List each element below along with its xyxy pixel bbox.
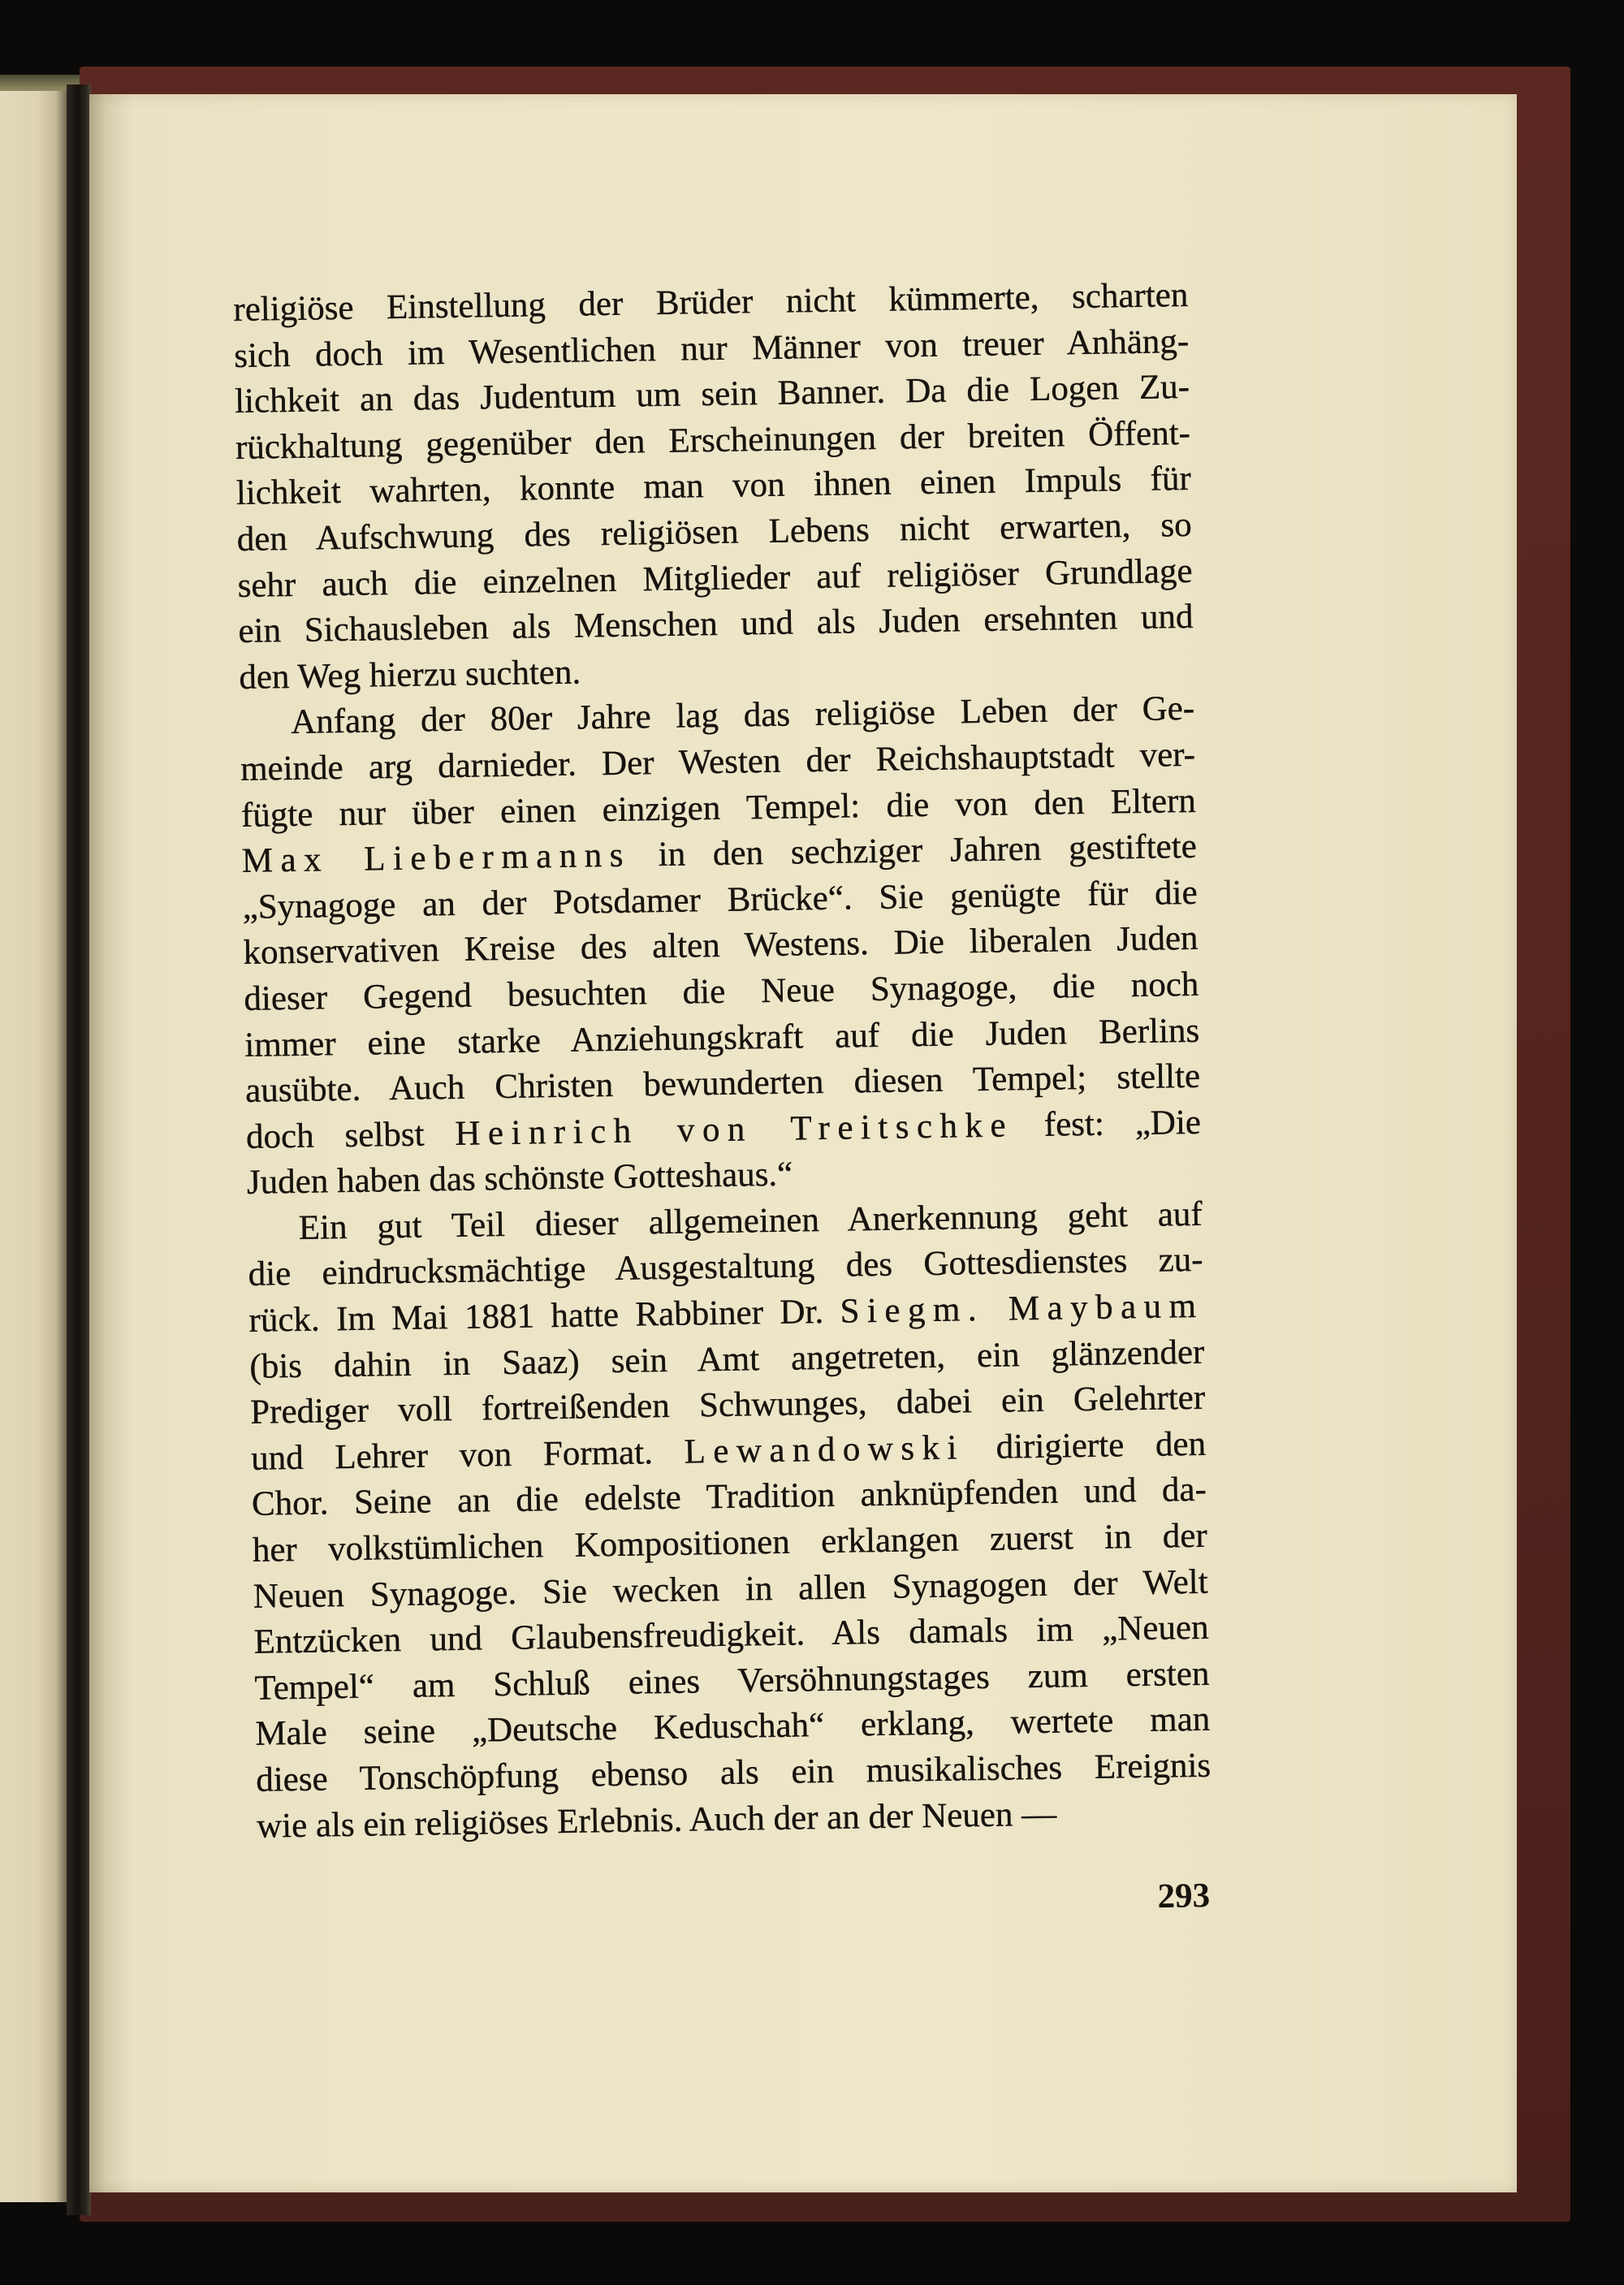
text-segment: doch selbst <box>245 1114 456 1156</box>
text-line: Prediger voll fortreißenden Schwunges, dabei ein Gelehrter <box>249 1379 1206 1432</box>
paragraph <box>240 686 1202 1207</box>
text-line: Neuen Synagoge. Sie wecken in allen Synagogen der Welt <box>253 1562 1208 1616</box>
text-line: Ein gut Teil dieser allgemeinen Anerkennung geht auf <box>298 1194 1203 1247</box>
text-line: Chor. Seine an die edelste Tradition anknüpfenden und da- <box>251 1471 1207 1524</box>
text-line: ausübte. Auch Christen bewunderten diesen Tempel; stellte <box>244 1056 1201 1110</box>
text-line: wie als ein religiöses Erlebnis. Auch der an der Neuen — <box>256 1795 1057 1846</box>
text-line: fügte nur über einen einzigen Tempel: die von den Eltern <box>240 781 1197 835</box>
text-line: „Synagoge an der Potsdamer Brücke“. Sie genügte für die <box>242 873 1198 927</box>
text-line: den Weg hierzu suchten. <box>239 653 581 697</box>
text-line: lichkeit wahrten, konnte man von ihnen einen Impuls für <box>235 460 1192 513</box>
text-line: ein Sichausleben als Menschen und als Juden ersehnten und <box>238 598 1194 651</box>
body-text <box>233 273 1212 1850</box>
spaced-name: Heinrich von Treitschke <box>455 1106 1014 1153</box>
text-line: Male seine „Deutsche Keduschah“ erklang, wertete man <box>255 1700 1211 1754</box>
facing-page-edge <box>0 91 68 2202</box>
text-segment: dirigierte den <box>964 1424 1207 1467</box>
text-segment: in den sechziger Jahren gestiftete <box>630 827 1198 875</box>
text-line: Anfang der 80er Jahre lag das religiöse Leben der Ge- <box>290 689 1195 742</box>
page-number: 293 <box>1157 1877 1211 1916</box>
text-line: die eindrucksmächtige Ausgestaltung des Gottesdienstes zu- <box>248 1241 1203 1294</box>
paragraph <box>247 1192 1212 1850</box>
spaced-name: Siegm. Maybaum <box>840 1286 1204 1331</box>
text-segment: rück. Im Mai 1881 hatte Rabbiner Dr. <box>248 1292 840 1340</box>
text-segment: fest: „Die <box>1013 1103 1202 1145</box>
book-page <box>89 94 1517 2192</box>
paragraph <box>233 273 1194 701</box>
text-line: konservativen Kreise des alten Westens. Die liberalen Juden <box>243 919 1199 973</box>
text-segment: und Lehrer von Format. <box>250 1432 685 1478</box>
text-line: dieser Gegend besuchten die Neue Synagoge, die noch <box>244 965 1199 1018</box>
text-line: her volkstümlichen Kompositionen erklangen zuerst in der <box>252 1516 1208 1570</box>
text-line: sehr auch die einzelnen Mitglieder auf religiöser Grundlage <box>237 551 1193 605</box>
text-line: meinde arg darnieder. Der Westen der Reichshauptstadt ver- <box>240 735 1196 788</box>
text-line: lichkeit an das Judentum um sein Banner. Da die Logen Zu- <box>234 368 1190 421</box>
text-line: sich doch im Wesentlichen nur Männer von treuer Anhäng- <box>233 322 1190 375</box>
book-spine-gutter <box>67 84 91 2215</box>
spaced-name: Max Liebermanns <box>241 836 632 881</box>
text-line: den Aufschwung des religiösen Lebens nicht erwarten, so <box>236 505 1192 559</box>
spaced-name: Lewandowski <box>684 1428 965 1471</box>
text-line: religiöse Einstellung der Brüder nicht kümmerte, scharten <box>233 275 1189 329</box>
text-line: diese Tonschöpfung ebenso als ein musikalisches Ereignis <box>255 1746 1212 1799</box>
text-line: (bis dahin in Saaz) sein Amt angetreten, ein glänzender <box>249 1333 1205 1386</box>
text-line: Juden haben das schönste Gotteshaus.“ <box>246 1155 793 1203</box>
text-line: Tempel“ am Schluß eines Versöhnungstages zum ersten <box>254 1654 1210 1708</box>
text-line: immer eine starke Anziehungskraft auf die Juden Berlins <box>244 1011 1200 1065</box>
text-line: Entzücken und Glaubensfreudigkeit. Als damals im „Neuen <box>253 1608 1209 1662</box>
text-line: rückhaltung gegenüber den Erscheinungen der breiten Öffent- <box>235 413 1191 467</box>
